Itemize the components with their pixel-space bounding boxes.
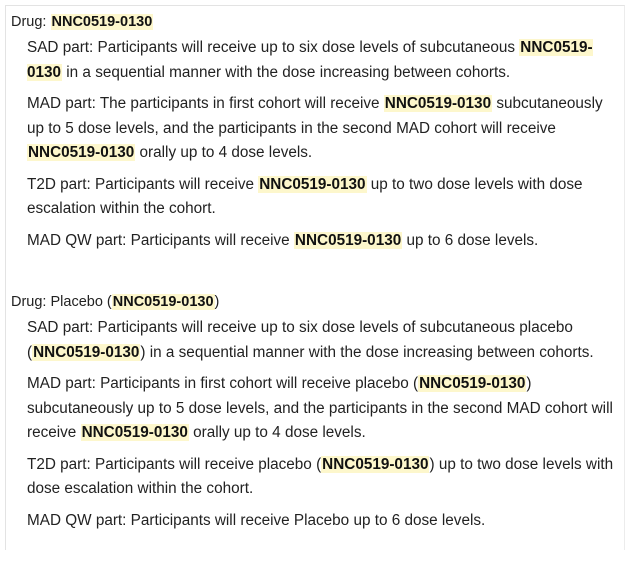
drug-label: Drug: <box>11 14 47 30</box>
mad-qw-part-paragraph <box>27 229 632 254</box>
drug-name-highlight: NNC0519-0130 <box>294 231 402 249</box>
drug-label: Drug: <box>11 294 47 310</box>
mad-part-text: MAD part: The participants in first cohort will receive <box>27 95 380 112</box>
mad-part-text-end: orally up to 4 dose levels. <box>193 424 366 441</box>
mad-qw-part-text: MAD QW part: Participants will receive Placebo up to 6 dose levels. <box>27 511 486 529</box>
drug-name-highlight: NNC0519-0130 <box>259 175 366 193</box>
mad-part-text-middle: ) subcutaneously up to 5 dose levels, and the participants in the second MAD cohort will receive <box>27 375 613 441</box>
t2d-part-text-end: ) up to two dose levels with dose escalation within the cohort. <box>27 455 614 497</box>
mad-qw-part-text: MAD QW part: Participants will receive <box>27 231 290 249</box>
drug-section-placebo <box>11 292 632 540</box>
sad-part-paragraph <box>27 316 632 365</box>
sad-part-paragraph <box>27 36 632 85</box>
drug-name-highlight: NNC0519-0130 <box>51 14 153 30</box>
sad-part-text-end: ) in a sequential manner with the dose increasing between cohorts. <box>140 343 594 361</box>
sad-part-text-end: in a sequential manner with the dose increasing between cohorts. <box>66 63 511 81</box>
t2d-part-text-end: up to two dose levels with dose escalation within the cohort. <box>27 175 583 217</box>
drug-name-highlight: NNC0519-0130 <box>28 144 135 161</box>
sad-part-text: SAD part: Participants will receive up to six dose levels of subcutaneous <box>27 39 516 56</box>
mad-part-paragraph <box>27 92 632 166</box>
mad-part-text-middle: subcutaneously up to 5 dose levels, and the participants in the second MAD cohort will receive <box>27 95 603 137</box>
drug-name-highlight: NNC0519-0130 <box>33 343 140 361</box>
drug-name-highlight: NNC0519-0130 <box>419 375 526 392</box>
drug-name-highlight: NNC0519-0130 <box>27 39 593 81</box>
drug-name-suffix: ) <box>214 294 220 310</box>
mad-part-paragraph <box>27 372 632 446</box>
sad-part-text: SAD part: Participants will receive up to six dose levels of subcutaneous placebo ( <box>27 319 573 361</box>
drug-name-highlight: NNC0519-0130 <box>112 294 214 310</box>
t2d-part-text: T2D part: Participants will receive <box>27 175 254 193</box>
mad-qw-part-text-end: up to 6 dose levels. <box>406 231 539 249</box>
drug-section-nnc <box>11 12 632 260</box>
drug-name-highlight: NNC0519-0130 <box>384 95 492 112</box>
drug-heading <box>11 292 632 312</box>
mad-qw-part-paragraph <box>27 509 632 534</box>
drug-name-highlight: NNC0519-0130 <box>81 424 188 441</box>
mad-part-text: MAD part: Participants in first cohort will receive placebo ( <box>27 375 419 392</box>
mad-part-text-end: orally up to 4 dose levels. <box>139 144 313 161</box>
t2d-part-text: T2D part: Participants will receive placebo ( <box>27 455 322 473</box>
drug-name-highlight: NNC0519-0130 <box>322 455 429 473</box>
t2d-part-paragraph <box>27 173 632 222</box>
drug-name-prefix: Placebo ( <box>50 294 112 310</box>
drug-heading <box>11 12 632 32</box>
t2d-part-paragraph <box>27 453 632 502</box>
